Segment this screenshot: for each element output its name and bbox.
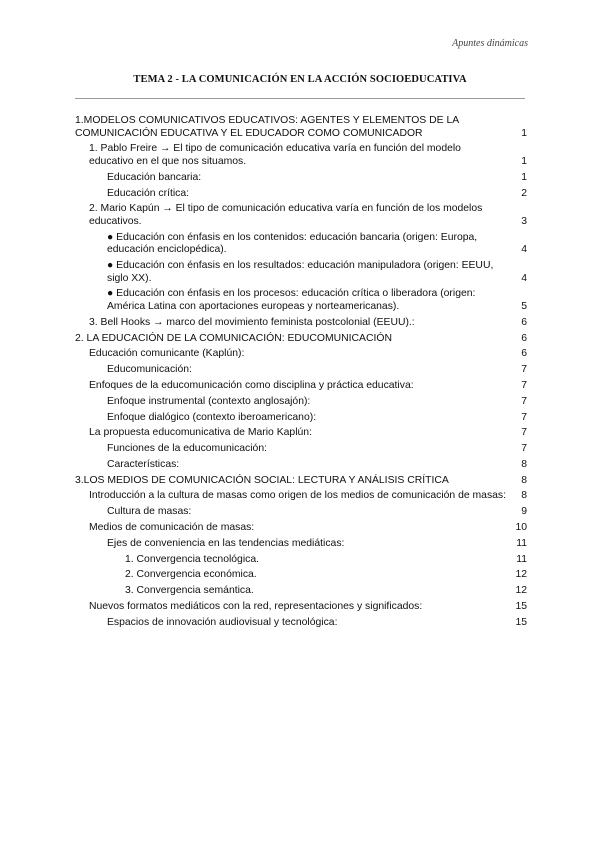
toc-entry-text: Cultura de masas: xyxy=(107,506,192,518)
toc-page-number: 7 xyxy=(521,411,527,423)
toc-entry[interactable] xyxy=(75,396,527,409)
toc-entry-text: ● Educación con énfasis en los resultados: educación manipuladora (origen: EEUU, siglo XX). xyxy=(107,260,494,284)
toc-entry[interactable] xyxy=(75,522,527,535)
toc-entry-text: 3.LOS MEDIOS DE COMUNICACIÓN SOCIAL: LECTURA Y ANÁLISIS CRÍTICA xyxy=(75,474,449,486)
toc-entry[interactable] xyxy=(75,364,527,377)
toc-page-number: 15 xyxy=(515,600,527,612)
toc-page-number: 2 xyxy=(521,187,527,199)
toc-entry-text: Características: xyxy=(107,458,180,470)
toc-page-number: 7 xyxy=(521,427,527,439)
toc-entry[interactable] xyxy=(75,601,527,614)
toc-entry[interactable] xyxy=(75,288,527,313)
toc-entry-text: La propuesta educomunicativa de Mario Kaplún: xyxy=(89,427,312,439)
toc-entry-text: Enfoque dialógico (contexto iberoamericano): xyxy=(107,411,317,423)
toc-entry[interactable] xyxy=(75,115,527,140)
toc-page-number: 8 xyxy=(521,458,527,470)
toc-page-number: 10 xyxy=(515,521,527,533)
toc-page-number: 11 xyxy=(516,537,527,549)
toc-entry[interactable] xyxy=(75,143,527,168)
toc-page-number: 4 xyxy=(521,272,527,284)
toc-page-number: 7 xyxy=(521,379,527,391)
toc-entry[interactable] xyxy=(75,569,527,582)
toc-page-number: 15 xyxy=(515,616,527,628)
toc-page-number: 4 xyxy=(521,244,527,256)
toc-entry-text: 3. Bell Hooks → marco del movimiento feminista postcolonial (EEUU).: xyxy=(89,316,415,328)
toc-page-number: 5 xyxy=(521,301,527,313)
toc-entry-text: Educación comunicante (Kaplún): xyxy=(89,348,245,360)
toc-page-number: 6 xyxy=(521,332,527,344)
toc-page-number: 1 xyxy=(521,127,527,139)
toc-entry[interactable] xyxy=(75,333,527,346)
toc-entry[interactable] xyxy=(75,617,527,630)
toc-page-number: 12 xyxy=(515,569,527,581)
toc-entry-text: Educomunicación: xyxy=(107,364,192,376)
toc-entry[interactable] xyxy=(75,348,527,361)
toc-entry-text: ● Educación con énfasis en los procesos: educación crítica o liberadora (origen: América Latina con aportaciones europeas y norteamericanas). xyxy=(107,288,476,313)
toc-entry-text: Educación bancaria: xyxy=(107,171,202,183)
toc-entry-text: 2. LA EDUCACIÓN DE LA COMUNICACIÓN: EDUCOMUNICACIÓN xyxy=(75,332,392,344)
toc-page-number: 1 xyxy=(521,171,527,183)
toc-entry[interactable] xyxy=(75,188,527,201)
toc-entry-text: 2. Mario Kapún → El tipo de comunicación educativa varía en función de los modelos educativos. xyxy=(89,203,483,227)
toc-entry[interactable] xyxy=(75,490,527,503)
document-title: TEMA 2 - LA COMUNICACIÓN EN LA ACCIÓN SOCIOEDUCATIVA xyxy=(133,74,467,85)
toc-page-number: 6 xyxy=(521,348,527,360)
toc-entry[interactable] xyxy=(75,380,527,393)
toc-entry-text: Espacios de innovación audiovisual y tecnológica: xyxy=(107,616,338,628)
toc-entry-text: Educación crítica: xyxy=(107,187,190,199)
toc-entry[interactable] xyxy=(75,538,527,551)
toc-page-number: 6 xyxy=(521,316,527,328)
table-of-contents xyxy=(75,115,527,632)
toc-entry[interactable] xyxy=(75,317,527,330)
toc-page-number: 11 xyxy=(516,553,527,565)
toc-entry[interactable] xyxy=(75,260,527,285)
toc-entry-text: ● Educación con énfasis en los contenidos: educación bancaria (origen: Europa, educación enciclopédica). xyxy=(107,231,478,256)
toc-entry[interactable] xyxy=(75,506,527,519)
toc-page-number: 9 xyxy=(521,506,527,518)
toc-entry-text: Enfoques de la educomunicación como disciplina y práctica educativa: xyxy=(89,379,414,391)
toc-entry[interactable] xyxy=(75,554,527,567)
toc-entry-text: 2. Convergencia económica. xyxy=(125,569,257,581)
toc-entry-text: Introducción a la cultura de masas como origen de los medios de comunicación de masas: xyxy=(89,490,507,502)
toc-entry[interactable] xyxy=(75,475,527,488)
toc-entry[interactable] xyxy=(75,443,527,456)
toc-entry-text: Ejes de conveniencia en las tendencias mediáticas: xyxy=(107,537,345,549)
toc-entry[interactable] xyxy=(75,172,527,185)
toc-page-number: 8 xyxy=(521,490,527,502)
toc-page-number: 7 xyxy=(521,364,527,376)
toc-entry-text: 1. Convergencia tecnológica. xyxy=(125,553,260,565)
toc-entry-text: Nuevos formatos mediáticos con la red, representaciones y significados: xyxy=(89,600,423,612)
toc-page-number: 3 xyxy=(521,215,527,227)
toc-page-number: 7 xyxy=(521,395,527,407)
title-divider xyxy=(75,98,525,99)
toc-page-number: 1 xyxy=(521,155,527,167)
toc-page-number: 7 xyxy=(521,443,527,455)
toc-entry[interactable] xyxy=(75,412,527,425)
toc-page-number: 12 xyxy=(515,585,527,597)
toc-entry-text: Enfoque instrumental (contexto anglosajón): xyxy=(107,395,311,407)
toc-entry[interactable] xyxy=(75,585,527,598)
toc-page-number: 8 xyxy=(521,474,527,486)
toc-entry-text: Medios de comunicación de masas: xyxy=(89,521,255,533)
toc-entry[interactable] xyxy=(75,203,527,228)
running-header: Apuntes dinámicas xyxy=(452,38,528,49)
toc-entry-text: Funciones de la educomunicación: xyxy=(107,443,267,455)
toc-entry-text: 1. Pablo Freire → El tipo de comunicación educativa varía en función del modelo educativo en el que nos situamos. xyxy=(89,143,461,167)
toc-entry[interactable] xyxy=(75,459,527,472)
toc-entry-text: 3. Convergencia semántica. xyxy=(125,585,254,597)
toc-entry[interactable] xyxy=(75,232,527,257)
toc-entry-text: 1.MODELOS COMUNICATIVOS EDUCATIVOS: AGENTES Y ELEMENTOS DE LA COMUNICACIÓN EDUCATIVA Y EL EDUCADOR COMO COMUNICADOR xyxy=(75,115,459,139)
toc-entry[interactable] xyxy=(75,427,527,440)
